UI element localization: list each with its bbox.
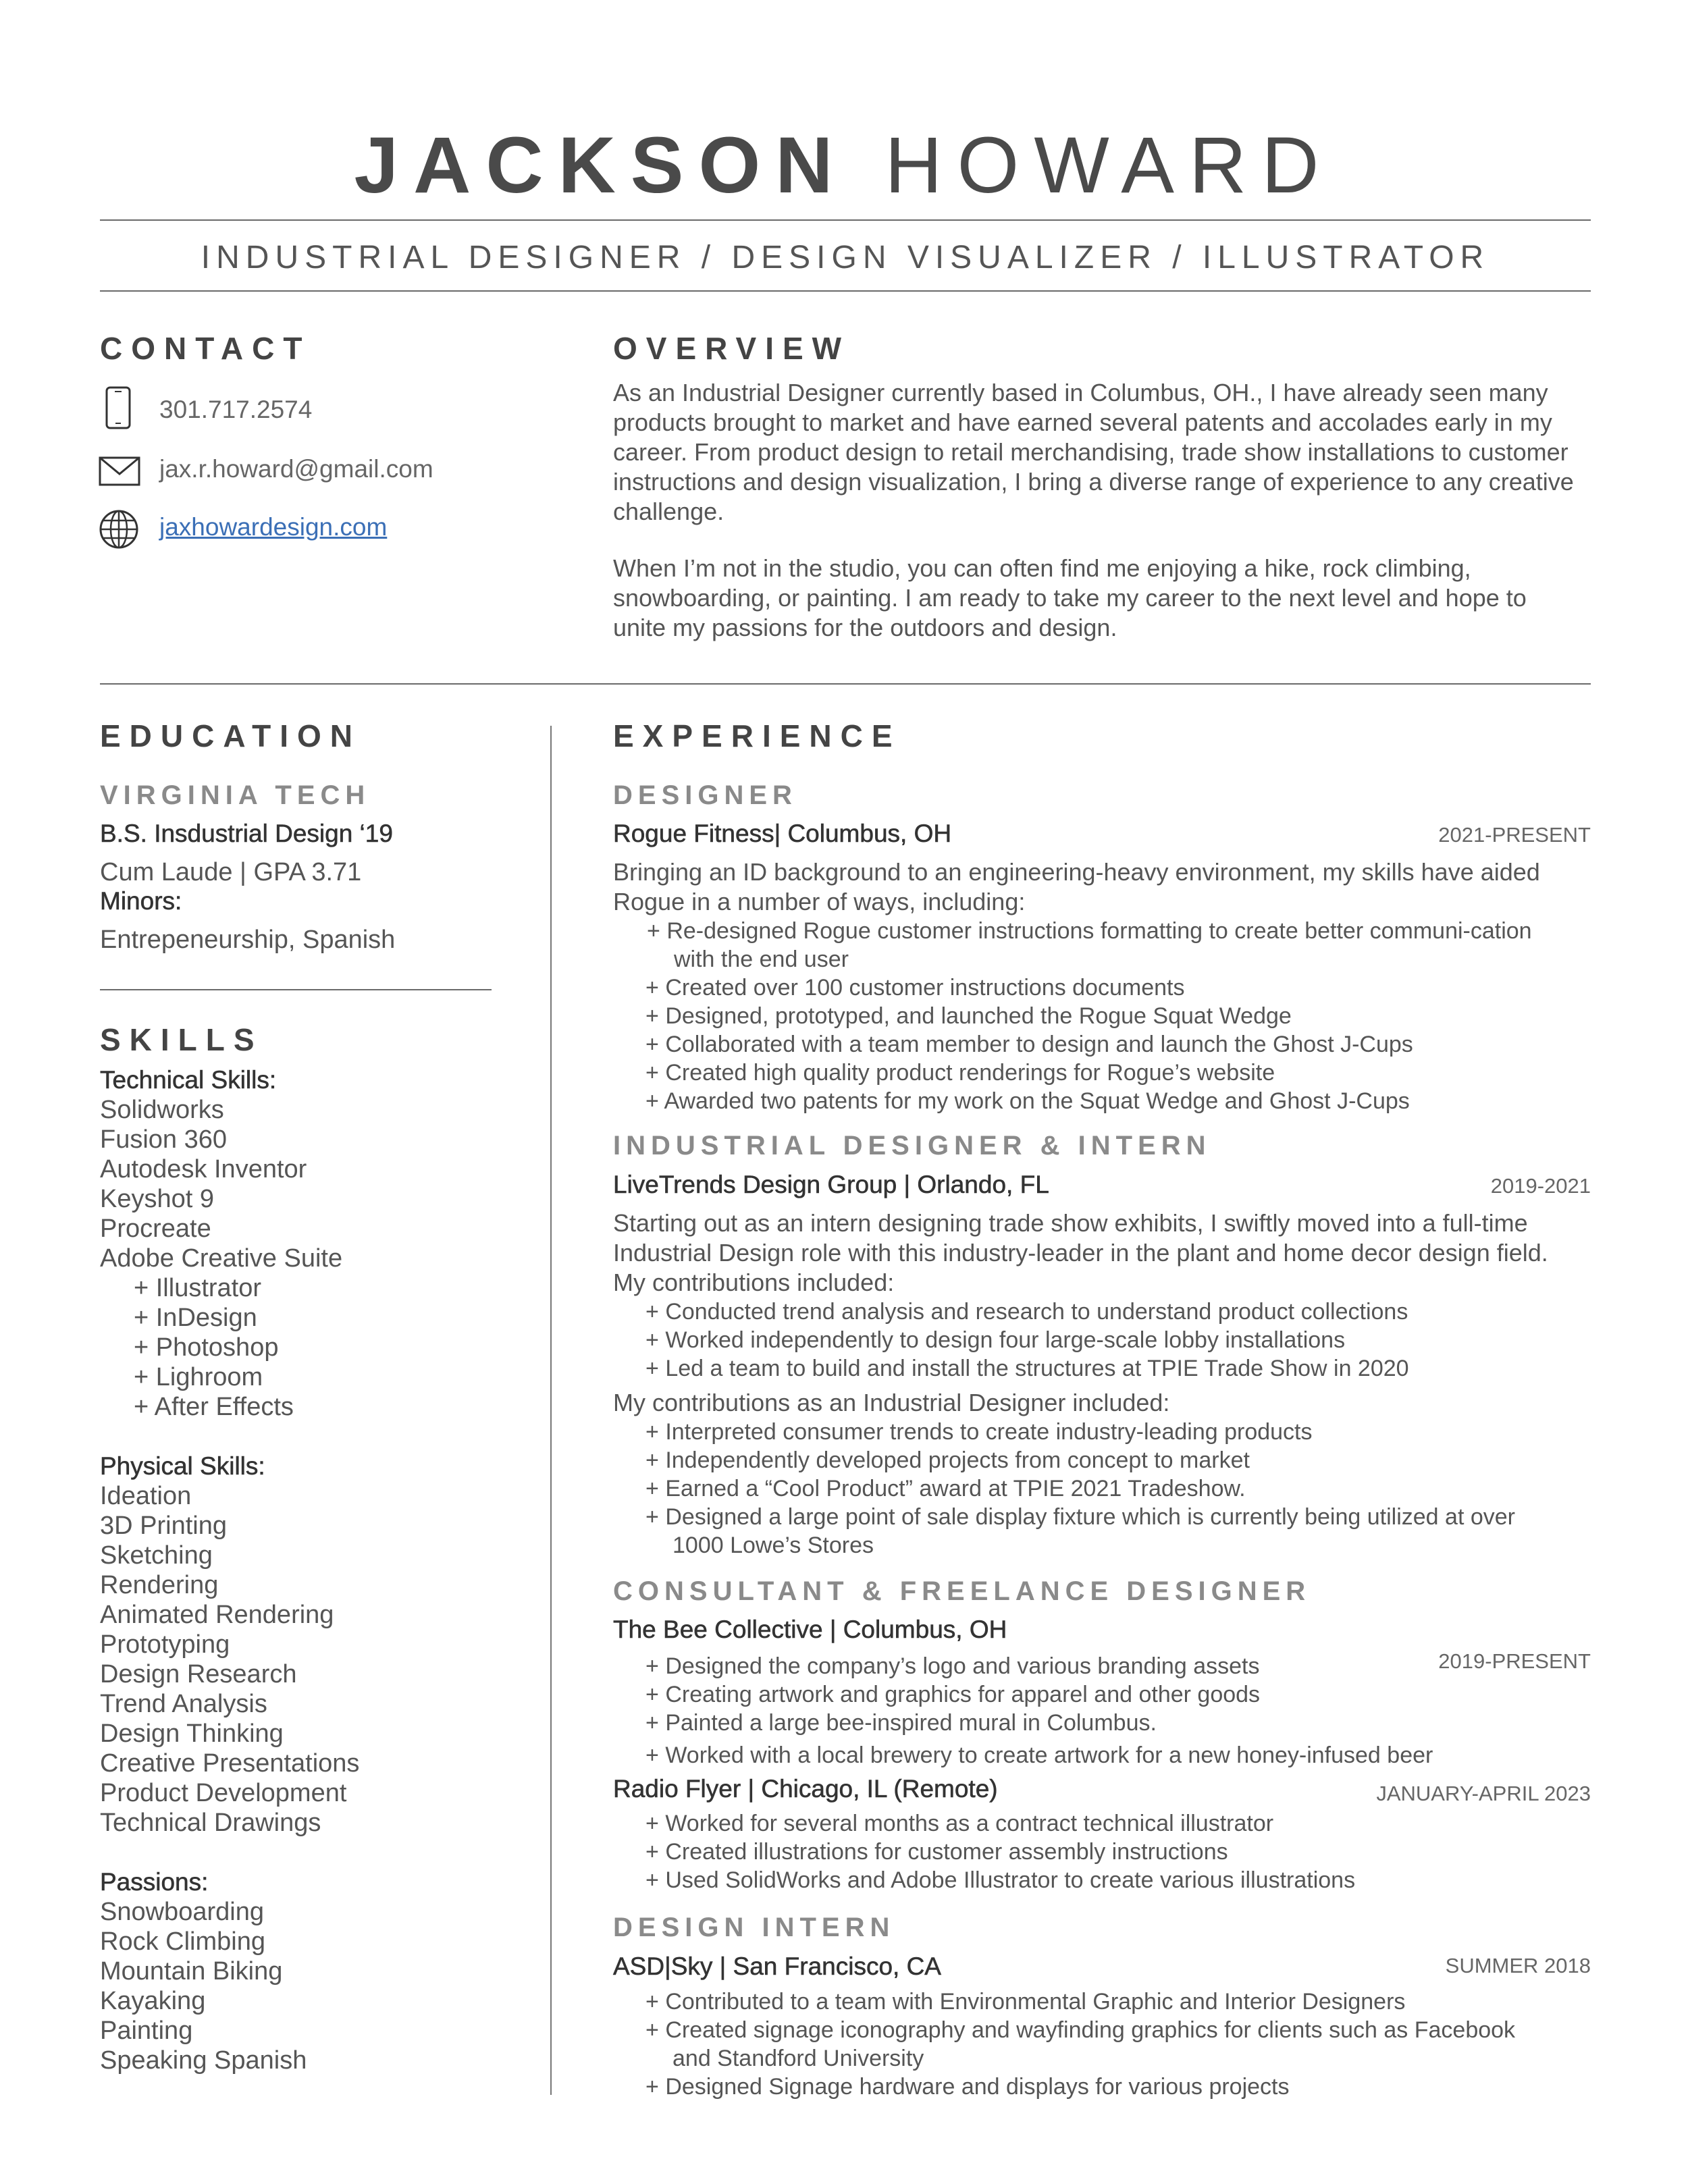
last-name: HOWARD: [885, 121, 1334, 210]
passions-label: Passions:: [100, 1868, 209, 1896]
skill-item: Design Thinking: [100, 1720, 284, 1748]
bullet-item: + Creating artwork and graphics for apparel and other goods: [645, 1680, 1591, 1709]
job-title: DESIGN INTERN: [613, 1913, 895, 1942]
job-intro: Bringing an ID background to an engineering-heavy environment, my skills have aided Rogue in a number of ways, including:: [613, 858, 1540, 915]
company: ASD|Sky | San Francisco, CA: [613, 1952, 941, 1980]
passion-item: Snowboarding: [100, 1898, 264, 1926]
skill-item: 3D Printing: [100, 1512, 227, 1540]
skill-item: Animated Rendering: [100, 1601, 334, 1629]
company: Rogue Fitness| Columbus, OH: [613, 820, 952, 847]
skill-subitem: + After Effects: [134, 1393, 294, 1421]
job-title: DESIGNER: [613, 780, 797, 810]
skill-item: Technical Drawings: [100, 1809, 321, 1837]
skills-list: [100, 1065, 532, 2075]
job-title: INDUSTRIAL DESIGNER & INTERN: [613, 1131, 1211, 1161]
skills-heading: SKILLS: [100, 1022, 263, 1057]
skill-item: Creative Presentations: [100, 1749, 360, 1778]
phone-icon: [105, 386, 131, 429]
contact-heading: CONTACT: [100, 331, 311, 366]
job-date: 2021-PRESENT: [1438, 823, 1591, 847]
job-date: JANUARY-APRIL 2023: [1376, 1782, 1591, 1805]
website-link[interactable]: jaxhowardesign.com: [159, 513, 388, 541]
minors: Entrepeneurship, Spanish: [100, 926, 396, 954]
bullet-item: + Created signage iconography and wayfinding graphics for clients such as Facebook and Standford University: [645, 2016, 1550, 2073]
bullet-item: + Created illustrations for customer assembly instructions: [645, 1838, 1591, 1866]
school-name: VIRGINIA TECH: [100, 780, 371, 810]
bullet-item: + Painted a large bee-inspired mural in Columbus.: [645, 1709, 1591, 1737]
overview-paragraph: When I’m not in the studio, you can often find me enjoying a hike, rock climbing, snowboarding, or painting. I am ready to take my career to the next level and hope to unite my passions for the outdoors and design.: [613, 554, 1527, 641]
job-intro: My contributions as an Industrial Designer included:: [613, 1389, 1170, 1416]
skill-item: Keyshot 9: [100, 1185, 214, 1213]
technical-skills-label: Technical Skills:: [100, 1066, 277, 1094]
bullet-item: + Used SolidWorks and Adobe Illustrator to create various illustrations: [645, 1866, 1591, 1894]
education-heading: EDUCATION: [100, 718, 362, 753]
bullet-item: + Interpreted consumer trends to create industry-leading products: [645, 1418, 1550, 1446]
resume-name: [0, 122, 1688, 209]
bullet-list: [645, 1652, 1591, 1769]
skill-item: Product Development: [100, 1779, 347, 1807]
overview-paragraph: As an Industrial Designer currently based in Columbus, OH., I have already seen many products brought to market and have earned several patents and accolades early in my career. From product design to retail merchandising, trade show installations to customer instructions and design visualization, I bring a diverse range of experience to any creative challenge.: [613, 379, 1574, 525]
skill-item: Prototyping: [100, 1630, 230, 1659]
job-intro: Starting out as an intern designing trade show exhibits, I swiftly moved into a full-time Industrial Design role with this industry-leader in the plant and home decor design field. My contributions included:: [613, 1209, 1548, 1296]
skill-subitem: + InDesign: [134, 1304, 257, 1332]
mail-icon: [99, 456, 140, 486]
bullet-item: + Worked independently to design four large-scale lobby installations: [645, 1326, 1572, 1354]
skill-subitem: + Lighroom: [134, 1363, 263, 1391]
skill-item: Solidworks: [100, 1096, 224, 1124]
company: Radio Flyer | Chicago, IL (Remote): [613, 1775, 998, 1803]
honors: Cum Laude | GPA 3.71: [100, 858, 362, 886]
first-name: JACKSON: [354, 121, 848, 210]
bullet-list: [645, 1988, 1550, 2101]
bullet-item: + Designed Signage hardware and displays for various projects: [645, 2073, 1550, 2101]
job-date: 2019-PRESENT: [1438, 1649, 1591, 1673]
bullet-item: + Contributed to a team with Environmental Graphic and Interior Designers: [645, 1988, 1550, 2016]
bullet-item: + Led a team to build and install the structures at TPIE Trade Show in 2020: [645, 1354, 1572, 1383]
column-divider: [550, 726, 552, 2095]
job-title: INDUSTRIAL DESIGNER / DESIGN VISUALIZER / ILLUSTRATOR: [201, 240, 1490, 275]
globe-icon: [99, 509, 139, 550]
skill-item: Trend Analysis: [100, 1690, 267, 1718]
physical-skills-label: Physical Skills:: [100, 1452, 265, 1480]
bullet-item: + Designed, prototyped, and launched the Rogue Squat Wedge: [645, 1002, 1577, 1030]
job-title: CONSULTANT & FREELANCE DESIGNER: [613, 1576, 1311, 1606]
email-address[interactable]: jax.r.howard@gmail.com: [159, 455, 433, 483]
bullet-item: + Collaborated with a team member to design and launch the Ghost J-Cups: [645, 1030, 1577, 1059]
skill-item: Rendering: [100, 1571, 219, 1599]
bullet-list: [645, 1298, 1572, 1383]
skill-item: Adobe Creative Suite: [100, 1244, 343, 1273]
bullet-item: + Designed the company’s logo and various branding assets: [645, 1652, 1591, 1680]
bullet-item: + Created high quality product renderings for Rogue’s website: [645, 1059, 1577, 1087]
company: LiveTrends Design Group | Orlando, FL: [613, 1171, 1049, 1198]
skill-subitem: + Illustrator: [134, 1274, 262, 1302]
bullet-list: [645, 1809, 1591, 1894]
divider: [100, 290, 1591, 292]
skill-item: Design Research: [100, 1660, 297, 1688]
overview-heading: OVERVIEW: [613, 331, 851, 366]
company: The Bee Collective | Columbus, OH: [613, 1616, 1007, 1643]
job-date: 2019-2021: [1490, 1174, 1591, 1198]
passion-item: Painting: [100, 2017, 193, 2045]
bullet-item: + Conducted trend analysis and research to understand product collections: [645, 1298, 1572, 1326]
bullet-item: + Earned a “Cool Product” award at TPIE 2021 Tradeshow.: [645, 1474, 1550, 1503]
bullet-item: + Worked with a local brewery to create artwork for a new honey-infused beer: [645, 1741, 1591, 1769]
divider: [100, 219, 1591, 221]
bullet-item: + Designed a large point of sale display fixture which is currently being utilized at over 1000 Lowe’s Stores: [645, 1503, 1550, 1560]
bullet-list: [645, 1418, 1550, 1560]
passion-item: Mountain Biking: [100, 1957, 283, 1986]
bullet-item: + Created over 100 customer instructions documents: [645, 974, 1577, 1002]
skill-item: Ideation: [100, 1482, 192, 1510]
divider: [100, 683, 1591, 685]
phone-number: 301.717.2574: [159, 396, 313, 423]
bullet-list: [645, 917, 1577, 1115]
passion-item: Speaking Spanish: [100, 2046, 307, 2075]
divider: [100, 989, 492, 990]
experience-heading: EXPERIENCE: [613, 718, 901, 753]
passion-item: Kayaking: [100, 1987, 206, 2015]
bullet-item: + Awarded two patents for my work on the Squat Wedge and Ghost J-Cups: [645, 1087, 1577, 1115]
skill-item: Fusion 360: [100, 1125, 228, 1154]
job-date: SUMMER 2018: [1445, 1954, 1591, 1977]
bullet-item: + Independently developed projects from concept to market: [645, 1446, 1550, 1474]
degree: B.S. Insdustrial Design ‘19: [100, 820, 393, 847]
skill-item: Sketching: [100, 1541, 213, 1570]
passion-item: Rock Climbing: [100, 1927, 265, 1956]
minors-label: Minors:: [100, 887, 182, 915]
skill-item: Procreate: [100, 1215, 211, 1243]
skill-subitem: + Photoshop: [134, 1333, 279, 1362]
skill-item: Autodesk Inventor: [100, 1155, 307, 1183]
bullet-item: + Worked for several months as a contract technical illustrator: [645, 1809, 1591, 1838]
bullet-item: + Re-designed Rogue customer instructions formatting to create better communi-cation with the end user: [645, 917, 1577, 974]
